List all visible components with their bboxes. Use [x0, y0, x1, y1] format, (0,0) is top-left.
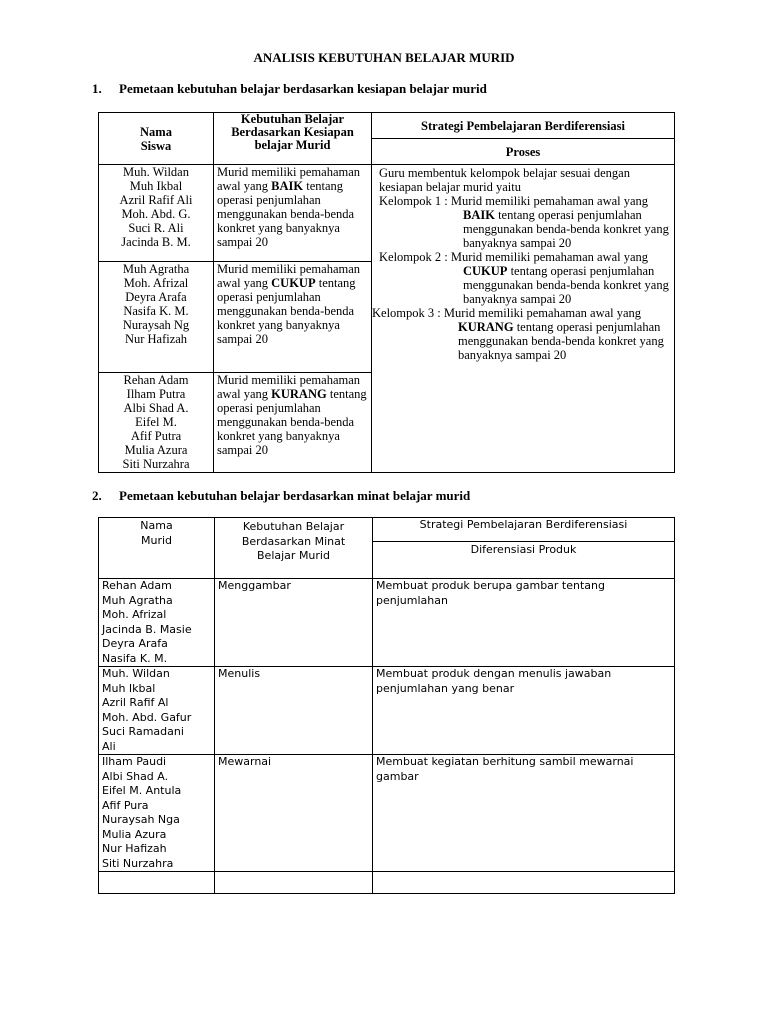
- student-name: Siti Nurzahra: [122, 457, 190, 471]
- header-proses: Proses: [372, 139, 675, 165]
- student-name: Albi Shad A.: [102, 769, 169, 783]
- row-1-names: [99, 579, 215, 667]
- student-name: Afif Pura: [102, 798, 149, 812]
- header-kebutuhan-line: Kebutuhan Belajar: [242, 520, 345, 533]
- student-name: Moh. Afrizal: [123, 276, 189, 290]
- need-text: tentang operasi penjumlahan menggunakan benda-benda konkret yang banyaknya sampai 20: [217, 179, 355, 249]
- kelompok-1-detail: tentang operasi penjumlahan menggunakan benda-benda konkret yang banyaknya sampai 20: [463, 208, 669, 250]
- section-2-number: 2.: [92, 488, 102, 503]
- section-2-title: Pemetaan kebutuhan belajar berdasarkan minat belajar murid: [119, 488, 471, 503]
- student-name: Rehan Adam: [102, 579, 172, 592]
- header-siswa-line: Siswa: [140, 138, 172, 153]
- student-name: Nur Hafizah: [124, 332, 188, 346]
- kelompok-3-level: KURANG: [458, 320, 514, 334]
- student-name: Ali: [102, 739, 116, 753]
- student-name: Muh Ikbal: [102, 681, 156, 695]
- student-name: Ilham Paudi: [102, 755, 167, 768]
- document-title: ANALISIS KEBUTUHAN BELAJAR MURID: [253, 50, 515, 65]
- student-name: Jacinda B. Masie: [102, 622, 192, 636]
- student-name: Siti Nurzahra: [102, 856, 174, 870]
- header-kebutuhan-minat: [215, 518, 373, 579]
- kelompok-3-text: Murid memiliki pemahaman awal yang: [443, 306, 642, 320]
- row-3-minat: Mewarnai: [215, 755, 373, 872]
- student-name: Moh. Abd. Gafur: [102, 710, 192, 724]
- need-text: tentang operasi penjumlahan menggunakan benda-benda konkret yang banyaknya sampai 20: [217, 276, 356, 346]
- row-1-produk: Membuat produk berupa gambar tentang penjumlahan: [373, 579, 675, 667]
- header-murid-line: Murid: [140, 533, 173, 547]
- student-name: Nasifa K. M.: [123, 304, 189, 318]
- section-2-heading: [92, 488, 470, 504]
- proses-cell: [372, 165, 675, 473]
- student-name: Mulia Azura: [102, 827, 167, 841]
- student-name: Deyra Arafa: [102, 637, 168, 650]
- header-strategi: Strategi Pembelajaran Berdiferensiasi: [372, 113, 675, 139]
- row-2-names: [99, 667, 215, 755]
- section-1-number: 1.: [92, 81, 102, 96]
- student-name: Nasifa K. M.: [102, 651, 168, 665]
- group-2-need: [214, 262, 372, 373]
- group-3-need: [214, 373, 372, 473]
- student-name: Moh. Afrizal: [102, 608, 167, 621]
- empty-cell: [215, 872, 373, 894]
- need-text: Murid memiliki pemahaman awal yang: [217, 373, 361, 401]
- student-name: Rehan Adam: [123, 373, 189, 387]
- header-nama-line: Nama: [140, 519, 173, 532]
- level-baik: BAIK: [271, 179, 304, 193]
- header-kebutuhan-line: Belajar Murid: [257, 549, 330, 562]
- student-name: Suci R. Ali: [128, 221, 184, 235]
- kelompok-1-level: BAIK: [463, 208, 495, 222]
- section-1-title: Pemetaan kebutuhan belajar berdasarkan kesiapan belajar murid: [119, 81, 487, 96]
- readiness-table: [98, 112, 675, 473]
- kelompok-3: [372, 306, 671, 362]
- proses-intro: Guru membentuk kelompok belajar sesuai dengan kesiapan belajar murid yaitu: [379, 166, 630, 194]
- header-strategi-2: Strategi Pembelajaran Berdiferensiasi: [373, 518, 675, 542]
- row-3-names: [99, 755, 215, 872]
- student-name: Deyra Arafa: [125, 290, 187, 304]
- empty-cell: [373, 872, 675, 894]
- student-name: Nur Hafizah: [102, 842, 167, 855]
- need-text: tentang operasi penjumlahan menggunakan benda-benda konkret yang banyaknya sampai 20: [217, 387, 367, 457]
- kelompok-2-detail: tentang operasi penjumlahan menggunakan benda-benda konkret yang banyaknya sampai 20: [463, 264, 669, 306]
- need-text: Murid memiliki pemahaman awal yang: [217, 165, 361, 193]
- section-1-heading: [92, 81, 487, 97]
- kelompok-1-text: Murid memiliki pemahaman awal yang: [450, 194, 649, 208]
- header-kebutuhan-kesiapan: Kebutuhan Belajar Berdasarkan Kesiapan belajar Murid: [214, 113, 372, 165]
- empty-cell: [99, 872, 215, 894]
- student-name: Nuraysah Nga: [102, 813, 180, 826]
- student-name: Albi Shad A.: [123, 401, 189, 415]
- kelompok-2-level: CUKUP: [463, 264, 508, 278]
- header-nama-murid: [99, 518, 215, 579]
- student-name: Suci Ramadani: [102, 725, 184, 738]
- student-name: Ilham Putra: [126, 387, 186, 401]
- level-cukup: CUKUP: [271, 276, 316, 290]
- level-kurang: KURANG: [271, 387, 327, 401]
- student-name: Afif Putra: [130, 429, 182, 443]
- row-2-produk: Membuat produk dengan menulis jawaban penjumlahan yang benar: [373, 667, 675, 755]
- student-name: Muh Agratha: [122, 262, 190, 276]
- student-name: Eifel M.: [135, 415, 177, 429]
- group-1-names: [99, 165, 214, 262]
- kelompok-3-detail: tentang operasi penjumlahan menggunakan benda-benda konkret yang banyaknya sampai 20: [458, 320, 664, 362]
- header-nama-line: Nama: [140, 124, 172, 139]
- row-1-minat: Menggambar: [215, 579, 373, 667]
- row-2-minat: Menulis: [215, 667, 373, 755]
- header-diferensiasi-produk: Diferensiasi Produk: [373, 542, 675, 579]
- kelompok-3-label: Kelompok 3 :: [372, 306, 441, 320]
- need-text: Murid memiliki pemahaman awal yang: [217, 262, 361, 290]
- student-name: Muh. Wildan: [123, 165, 189, 179]
- student-name: Muh. Wildan: [102, 667, 170, 680]
- header-nama-siswa: [99, 113, 214, 165]
- student-name: Jacinda B. M.: [121, 235, 191, 249]
- interest-table: [98, 517, 675, 894]
- student-name: Eifel M. Antula: [102, 784, 182, 797]
- header-kebutuhan-line: Berdasarkan Minat: [241, 534, 346, 548]
- kelompok-2-text: Murid memiliki pemahaman awal yang: [450, 250, 649, 264]
- kelompok-1: [375, 194, 671, 250]
- student-name: Mulia Azura: [124, 443, 188, 457]
- student-name: Azril Rafif Ali: [119, 193, 193, 207]
- student-name: Moh. Abd. G.: [121, 207, 191, 221]
- student-name: Azril Rafif Al: [102, 696, 169, 709]
- student-name: Muh Ikbal: [129, 179, 183, 193]
- kelompok-2-label: Kelompok 2 :: [379, 250, 448, 264]
- group-1-need: [214, 165, 372, 262]
- group-3-names: [99, 373, 214, 473]
- student-name: Muh Agratha: [102, 593, 173, 607]
- kelompok-1-label: Kelompok 1 :: [379, 194, 448, 208]
- group-2-names: [99, 262, 214, 373]
- kelompok-2: [375, 250, 671, 306]
- row-3-produk: Membuat kegiatan berhitung sambil mewarnai gambar: [373, 755, 675, 872]
- student-name: Nuraysah Ng: [122, 318, 190, 332]
